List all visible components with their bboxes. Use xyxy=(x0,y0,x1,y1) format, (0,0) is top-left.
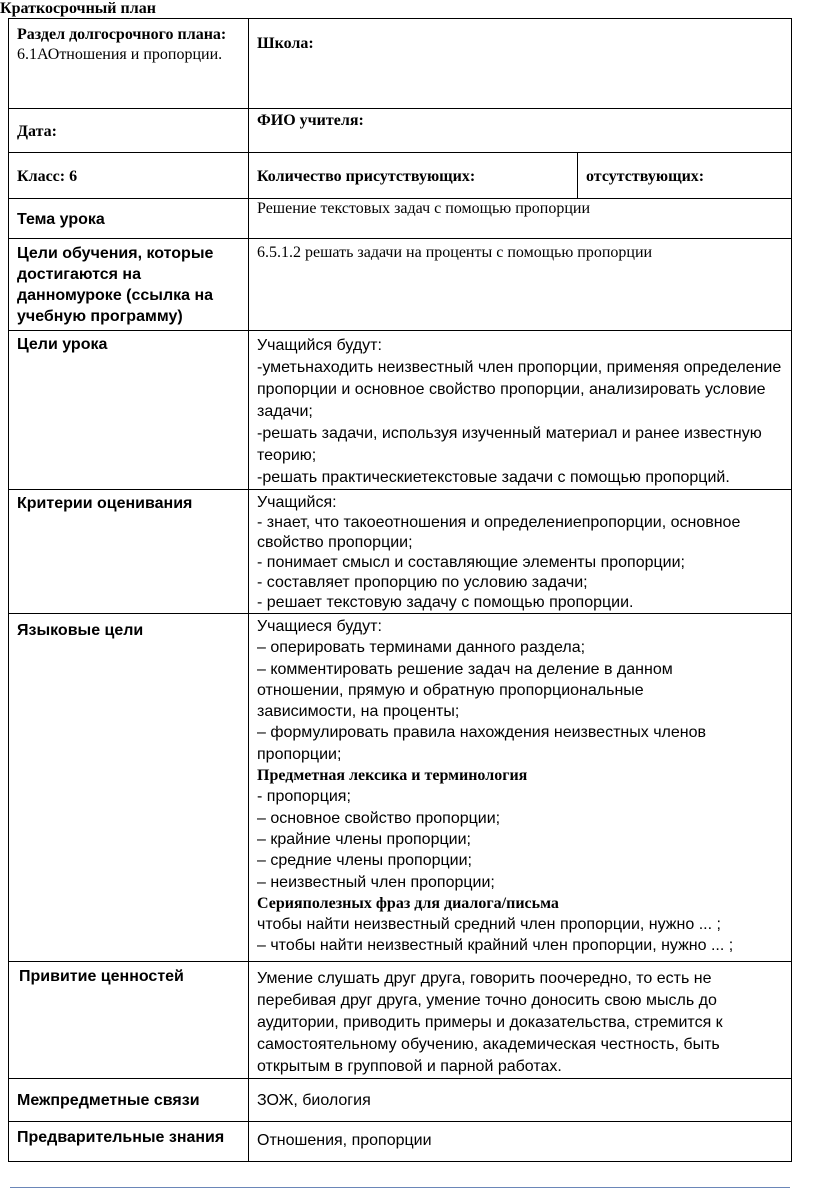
footer-divider xyxy=(10,1187,790,1188)
table-row xyxy=(9,962,792,1079)
values-value: Умение слушать друг друга, говорить поочередно, то есть не перебивая друг друга, умение точно доносить свою мысль до аудитории, приводить примеры и доказательства, стремится к самостоятельному обучению, академическая честность, быть открытым в групповой и парной работах. xyxy=(257,970,723,1075)
vocab-heading: Предметная лексика и терминология xyxy=(257,767,528,785)
lesson-goals-label: Цели урока xyxy=(17,336,108,353)
table-row xyxy=(9,614,792,962)
lesson-goals-line: -решать практическиетекстовые задачи с помощью пропорций. xyxy=(257,469,730,486)
teacher-label: ФИО учителя: xyxy=(257,112,364,129)
cross-subject-label: Межпредметные связи xyxy=(17,1092,200,1109)
language-goals-line: – оперировать терминами данного раздела; xyxy=(257,639,586,657)
language-goals-label: Языковые цели xyxy=(17,622,144,639)
table-row xyxy=(9,1079,792,1122)
section-cell xyxy=(9,19,249,109)
date-label: Дата: xyxy=(17,122,57,140)
date-cell xyxy=(9,109,249,153)
section-value: 6.1АОтношения и пропорции. xyxy=(17,46,223,63)
phrases-line: чтобы найти неизвестный средний член пропорции, нужно ... ; xyxy=(257,916,721,934)
criteria-line: - составляет пропорцию по условию задачи; xyxy=(257,574,588,591)
lesson-goals-line: Учащийся будут: xyxy=(257,337,382,354)
topic-label: Тема урока xyxy=(17,210,105,228)
language-goals-label-cell xyxy=(9,614,249,962)
vocab-line: – неизвестный член пропорции; xyxy=(257,873,495,891)
cross-subject-label-cell xyxy=(9,1079,249,1122)
language-goals-line: – формулировать правила нахождения неизвестных членов пропорции; xyxy=(257,724,706,763)
absent-label: отсутствующих: xyxy=(586,167,705,185)
lesson-plan-table xyxy=(8,18,792,1162)
present-label: Количество присутствующих: xyxy=(257,167,476,185)
learning-goals-value: 6.5.1.2 решать задачи на проценты с помощью пропорции xyxy=(257,244,653,261)
table-row xyxy=(9,109,792,153)
table-row xyxy=(9,239,792,331)
section-label: Раздел долгосрочного плана: xyxy=(17,26,227,43)
lesson-goals-line: -уметьнаходить неизвестный член пропорции, применяя определение пропорции и основное свойство пропорции, анализировать условие задачи; xyxy=(257,359,782,420)
teacher-cell xyxy=(249,109,792,153)
document-title: Краткосрочный план xyxy=(0,0,156,17)
criteria-value-cell xyxy=(249,490,792,614)
values-label: Привитие ценностей xyxy=(19,968,184,985)
criteria-line: - понимает смысл и составляющие элементы пропорции; xyxy=(257,554,685,571)
phrases-line: – чтобы найти неизвестный крайний член пропорции, нужно ... ; xyxy=(257,937,734,955)
phrases-heading: Серияполезных фраз для диалога/письма xyxy=(257,894,559,912)
absent-cell xyxy=(578,153,792,199)
criteria-label-cell xyxy=(9,490,249,614)
language-goals-line: – комментировать решение задач на деление в данном отношении, прямую и обратную пропорциональные зависимости, на проценты; xyxy=(257,660,673,721)
table-row xyxy=(9,153,792,199)
language-goals-value-cell xyxy=(249,614,792,962)
table-row xyxy=(9,1122,792,1162)
topic-value-cell xyxy=(249,199,792,239)
table-row xyxy=(9,490,792,614)
table-row xyxy=(9,19,792,109)
school-cell xyxy=(249,19,792,109)
lesson-goals-value-cell xyxy=(249,331,792,490)
topic-value: Решение текстовых задач с помощью пропорции xyxy=(257,200,591,217)
vocab-line: – основное свойство пропорции; xyxy=(257,809,501,827)
learning-goals-value-cell xyxy=(249,239,792,331)
school-label: Школа: xyxy=(257,35,314,52)
prior-knowledge-value-cell xyxy=(249,1122,792,1162)
present-cell xyxy=(249,153,578,199)
prior-knowledge-label-cell xyxy=(9,1122,249,1162)
values-value-cell xyxy=(249,962,792,1079)
cross-subject-value: ЗОЖ, биология xyxy=(257,1092,371,1109)
vocab-line: – крайние члены пропорции; xyxy=(257,830,471,848)
prior-knowledge-value: Отношения, пропорции xyxy=(257,1132,432,1149)
values-label-cell xyxy=(9,962,249,1079)
prior-knowledge-label: Предварительные знания xyxy=(17,1129,225,1146)
table-row xyxy=(9,199,792,239)
criteria-label: Критерии оценивания xyxy=(17,495,193,512)
learning-goals-label: Цели обучения, которые достигаются на данномуроке (ссылка на учебную программу) xyxy=(17,245,214,325)
cross-subject-value-cell xyxy=(249,1079,792,1122)
criteria-line: Учащийся: xyxy=(257,494,337,511)
class-cell xyxy=(9,153,249,199)
learning-goals-label-cell xyxy=(9,239,249,331)
criteria-line: - знает, что такоеотношения и определениепропорции, основное свойство пропорции; xyxy=(257,514,741,551)
vocab-line: - пропорция; xyxy=(257,788,351,806)
lesson-goals-line: -решать задачи, используя изученный материал и ранее известную теорию; xyxy=(257,425,762,464)
lesson-goals-label-cell xyxy=(9,331,249,490)
topic-label-cell xyxy=(9,199,249,239)
criteria-line: - решает текстовую задачу с помощью пропорции. xyxy=(257,594,634,611)
class-label: Класс: 6 xyxy=(17,167,78,185)
language-goals-line: Учащиеся будут: xyxy=(257,618,382,635)
vocab-line: – средние члены пропорции; xyxy=(257,852,472,870)
table-row xyxy=(9,331,792,490)
